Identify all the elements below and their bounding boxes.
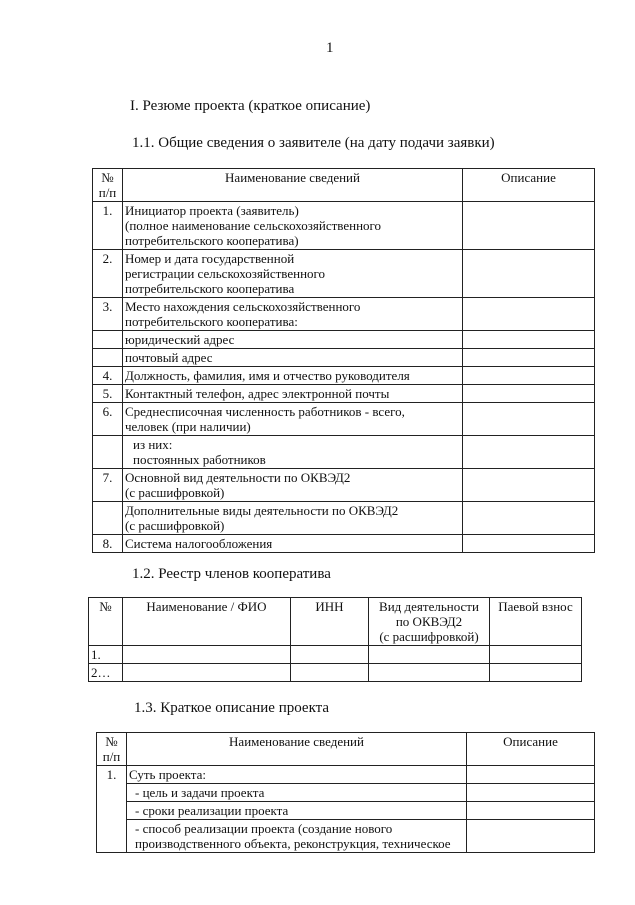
- header-num: №: [89, 598, 123, 646]
- table-row: [93, 331, 595, 349]
- row-text: - сроки реализации проекта: [127, 802, 467, 820]
- section-title: I. Резюме проекта (краткое описание): [130, 98, 371, 114]
- fee-cell[interactable]: [490, 646, 582, 664]
- header-num: № п/п: [93, 169, 123, 202]
- row-num: 3.: [93, 298, 123, 331]
- header-name: Наименование сведений: [127, 733, 467, 766]
- row-desc-cell[interactable]: [463, 436, 595, 469]
- row-num: 8.: [93, 535, 123, 553]
- row-text: из них: постоянных работников: [123, 436, 463, 469]
- table-row: [97, 802, 595, 820]
- table-row: [93, 385, 595, 403]
- row-text: Суть проекта:: [127, 766, 467, 784]
- row-num: 2.: [93, 250, 123, 298]
- row-text: - цель и задачи проекта: [127, 784, 467, 802]
- row-text: Инициатор проекта (заявитель) (полное наименование сельскохозяйственного потребительского кооператива): [123, 202, 463, 250]
- header-activity: Вид деятельности по ОКВЭД2 (с расшифровкой): [369, 598, 490, 646]
- table-row: [93, 535, 595, 553]
- header-fee: Паевой взнос: [490, 598, 582, 646]
- header-num: № п/п: [97, 733, 127, 766]
- table-row: [93, 250, 595, 298]
- row-text: почтовый адрес: [123, 349, 463, 367]
- row-desc-cell[interactable]: [463, 331, 595, 349]
- inn-cell[interactable]: [291, 646, 369, 664]
- row-num: 1.: [97, 766, 127, 853]
- table-row: [97, 766, 595, 784]
- inn-cell[interactable]: [291, 664, 369, 682]
- page-number: 1: [326, 40, 334, 56]
- row-desc-cell[interactable]: [463, 535, 595, 553]
- table-row: [97, 784, 595, 802]
- row-desc-cell[interactable]: [463, 367, 595, 385]
- row-num: [93, 436, 123, 469]
- row-desc-cell[interactable]: [463, 202, 595, 250]
- table-header-row: [89, 598, 582, 646]
- row-desc-cell[interactable]: [463, 385, 595, 403]
- row-text: - способ реализации проекта (создание нового производственного объекта, реконструкция, техническое: [127, 820, 467, 853]
- row-text: Система налогообложения: [123, 535, 463, 553]
- row-num: 7.: [93, 469, 123, 502]
- table-row: [89, 664, 582, 682]
- row-num: 2…: [89, 664, 123, 682]
- row-num: 4.: [93, 367, 123, 385]
- row-desc-cell[interactable]: [467, 766, 595, 784]
- table-header-row: [93, 169, 595, 202]
- row-desc-cell[interactable]: [463, 298, 595, 331]
- row-desc-cell[interactable]: [467, 802, 595, 820]
- table-row: [93, 367, 595, 385]
- table-row: [93, 349, 595, 367]
- activity-cell[interactable]: [369, 646, 490, 664]
- row-text: юридический адрес: [123, 331, 463, 349]
- table-row: [93, 298, 595, 331]
- row-desc-cell[interactable]: [463, 403, 595, 436]
- row-desc-cell[interactable]: [463, 250, 595, 298]
- table-row: [97, 820, 595, 853]
- row-num: 6.: [93, 403, 123, 436]
- row-num: 1.: [93, 202, 123, 250]
- row-desc-cell[interactable]: [463, 469, 595, 502]
- table-row: [93, 202, 595, 250]
- row-num: [93, 331, 123, 349]
- member-registry-table: [88, 597, 582, 682]
- activity-cell[interactable]: [369, 664, 490, 682]
- row-desc-cell[interactable]: [463, 349, 595, 367]
- name-cell[interactable]: [123, 664, 291, 682]
- table-header-row: [97, 733, 595, 766]
- row-text: Основной вид деятельности по ОКВЭД2 (с расшифровкой): [123, 469, 463, 502]
- header-name: Наименование / ФИО: [123, 598, 291, 646]
- subsection-1-2-title: 1.2. Реестр членов кооператива: [132, 566, 331, 582]
- header-desc: Описание: [463, 169, 595, 202]
- row-num: [93, 502, 123, 535]
- table-row: [93, 469, 595, 502]
- row-num: 1.: [89, 646, 123, 664]
- name-cell[interactable]: [123, 646, 291, 664]
- table-row: [89, 646, 582, 664]
- row-num: [93, 349, 123, 367]
- row-text: Среднесписочная численность работников - всего, человек (при наличии): [123, 403, 463, 436]
- row-desc-cell[interactable]: [463, 502, 595, 535]
- table-row: [93, 436, 595, 469]
- row-text: Дополнительные виды деятельности по ОКВЭД2 (с расшифровкой): [123, 502, 463, 535]
- row-text: Номер и дата государственной регистрации сельскохозяйственного потребительского кооператива: [123, 250, 463, 298]
- row-text: Должность, фамилия, имя и отчество руководителя: [123, 367, 463, 385]
- row-desc-cell[interactable]: [467, 820, 595, 853]
- subsection-1-1-title: 1.1. Общие сведения о заявителе (на дату подачи заявки): [132, 135, 495, 151]
- row-text: Контактный телефон, адрес электронной почты: [123, 385, 463, 403]
- table-row: [93, 403, 595, 436]
- row-desc-cell[interactable]: [467, 784, 595, 802]
- row-text: Место нахождения сельскохозяйственного потребительского кооператива:: [123, 298, 463, 331]
- row-num: 5.: [93, 385, 123, 403]
- header-name: Наименование сведений: [123, 169, 463, 202]
- applicant-info-table: [92, 168, 595, 553]
- subsection-1-3-title: 1.3. Краткое описание проекта: [134, 700, 330, 716]
- header-desc: Описание: [467, 733, 595, 766]
- table-row: [93, 502, 595, 535]
- project-summary-table: [96, 732, 595, 853]
- fee-cell[interactable]: [490, 664, 582, 682]
- header-inn: ИНН: [291, 598, 369, 646]
